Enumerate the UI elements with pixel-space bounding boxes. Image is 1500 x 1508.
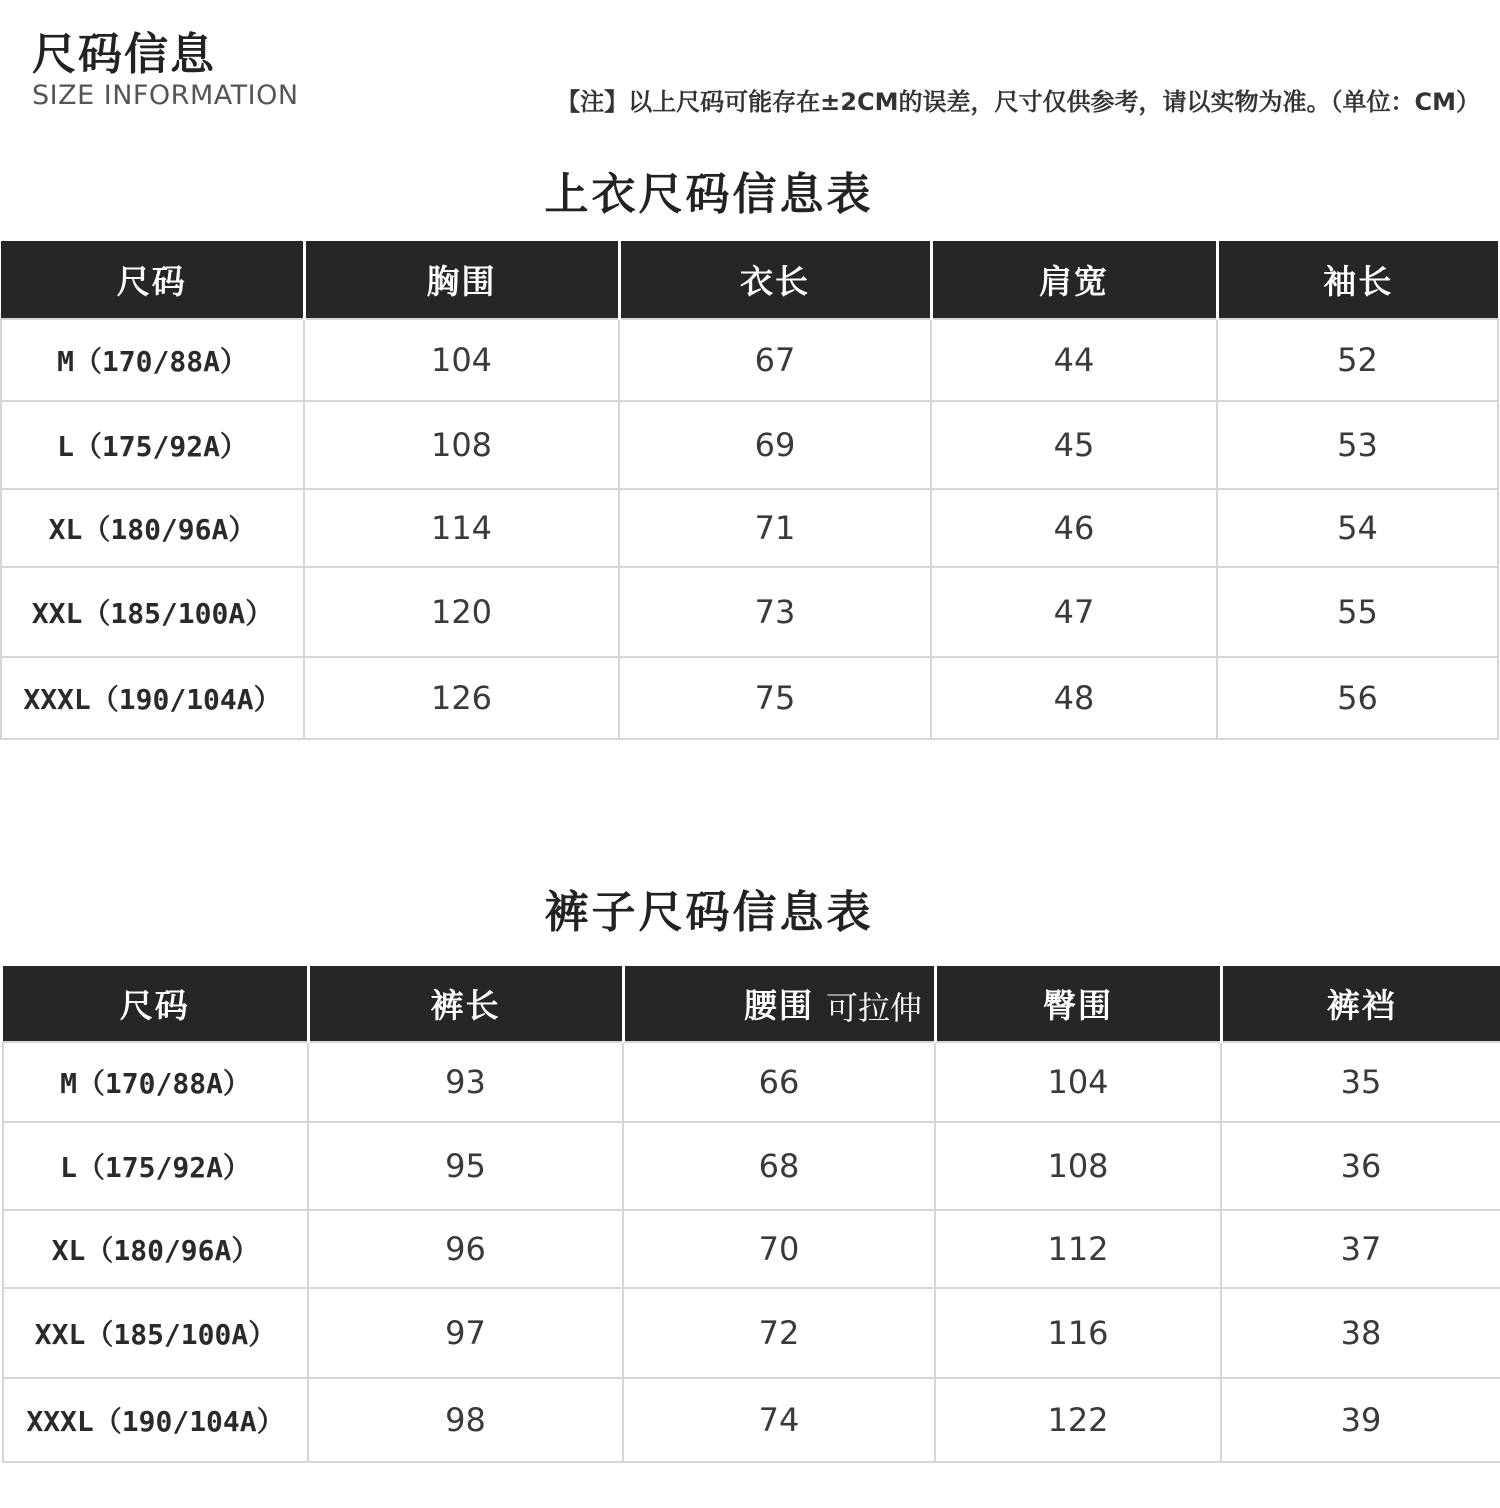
length-cell: 75 <box>619 657 931 739</box>
rise-cell: 38 <box>1221 1288 1500 1378</box>
stretch-note: 可拉伸 <box>826 989 923 1027</box>
table-row <box>3 1122 1500 1210</box>
size-cell: XXL（185/100A） <box>3 1288 308 1378</box>
table-row <box>1 489 1498 567</box>
pants-length-cell: 96 <box>308 1210 623 1288</box>
pants-length-cell: 95 <box>308 1122 623 1210</box>
table-row <box>3 1042 1500 1122</box>
length-cell: 73 <box>619 567 931 657</box>
size-cell: XL（180/96A） <box>3 1210 308 1288</box>
length-cell: 71 <box>619 489 931 567</box>
pants-size-table <box>2 966 1500 1463</box>
waist-cell: 68 <box>623 1122 935 1210</box>
rise-cell: 39 <box>1221 1378 1500 1462</box>
table-row <box>1 657 1498 739</box>
header-pants-length: 裤长 <box>308 966 623 1042</box>
header-waist <box>623 966 935 1042</box>
waist-cell: 74 <box>623 1378 935 1462</box>
shoulder-cell: 46 <box>931 489 1217 567</box>
page-subtitle: SIZE INFORMATION <box>32 80 299 111</box>
header-size: 尺码 <box>1 241 304 319</box>
length-cell: 67 <box>619 319 931 401</box>
table-row <box>3 1378 1500 1462</box>
chest-cell: 126 <box>304 657 619 739</box>
sleeve-cell: 55 <box>1217 567 1498 657</box>
shoulder-cell: 45 <box>931 401 1217 489</box>
table-row <box>1 401 1498 489</box>
header-shoulder: 肩宽 <box>931 241 1217 319</box>
sleeve-cell: 53 <box>1217 401 1498 489</box>
size-cell: XXL（185/100A） <box>1 567 304 657</box>
rise-cell: 37 <box>1221 1210 1500 1288</box>
header-chest: 胸围 <box>304 241 619 319</box>
pants-table-title: 裤子尺码信息表 <box>544 887 874 938</box>
table-header-row <box>3 966 1500 1042</box>
table-header-row <box>1 241 1498 319</box>
size-cell: M（170/88A） <box>1 319 304 401</box>
chest-cell: 114 <box>304 489 619 567</box>
length-cell: 69 <box>619 401 931 489</box>
pants-length-cell: 98 <box>308 1378 623 1462</box>
shirt-size-table <box>0 241 1499 740</box>
size-cell: L（175/92A） <box>1 401 304 489</box>
sleeve-cell: 56 <box>1217 657 1498 739</box>
sleeve-cell: 52 <box>1217 319 1498 401</box>
table-row <box>3 1288 1500 1378</box>
size-cell: L（175/92A） <box>3 1122 308 1210</box>
sleeve-cell: 54 <box>1217 489 1498 567</box>
waist-cell: 66 <box>623 1042 935 1122</box>
hip-cell: 104 <box>935 1042 1221 1122</box>
rise-cell: 35 <box>1221 1042 1500 1122</box>
hip-cell: 108 <box>935 1122 1221 1210</box>
header-sleeve: 袖长 <box>1217 241 1498 319</box>
shoulder-cell: 48 <box>931 657 1217 739</box>
waist-header-wrap <box>744 980 923 1027</box>
table-row <box>1 319 1498 401</box>
size-cell: M（170/88A） <box>3 1042 308 1122</box>
pants-length-cell: 93 <box>308 1042 623 1122</box>
header-rise: 裤裆 <box>1221 966 1500 1042</box>
chest-cell: 104 <box>304 319 619 401</box>
size-cell: XXXL（190/104A） <box>1 657 304 739</box>
header-hip: 臀围 <box>935 966 1221 1042</box>
measurement-note: 【注】以上尺码可能存在±2CM的误差，尺寸仅供参考，请以实物为准。（单位：CM） <box>556 88 1480 116</box>
waist-cell: 70 <box>623 1210 935 1288</box>
chest-cell: 120 <box>304 567 619 657</box>
table-row <box>1 567 1498 657</box>
header-size: 尺码 <box>3 966 308 1042</box>
pants-length-cell: 97 <box>308 1288 623 1378</box>
waist-cell: 72 <box>623 1288 935 1378</box>
size-cell: XXXL（190/104A） <box>3 1378 308 1462</box>
hip-cell: 122 <box>935 1378 1221 1462</box>
hip-cell: 112 <box>935 1210 1221 1288</box>
size-cell: XL（180/96A） <box>1 489 304 567</box>
header-length: 衣长 <box>619 241 931 319</box>
shoulder-cell: 47 <box>931 567 1217 657</box>
hip-cell: 116 <box>935 1288 1221 1378</box>
page-title: 尺码信息 <box>32 29 216 80</box>
shoulder-cell: 44 <box>931 319 1217 401</box>
rise-cell: 36 <box>1221 1122 1500 1210</box>
table-row <box>3 1210 1500 1288</box>
chest-cell: 108 <box>304 401 619 489</box>
shirt-table-title: 上衣尺码信息表 <box>544 169 874 220</box>
header-waist-label: 腰围 <box>744 986 814 1025</box>
